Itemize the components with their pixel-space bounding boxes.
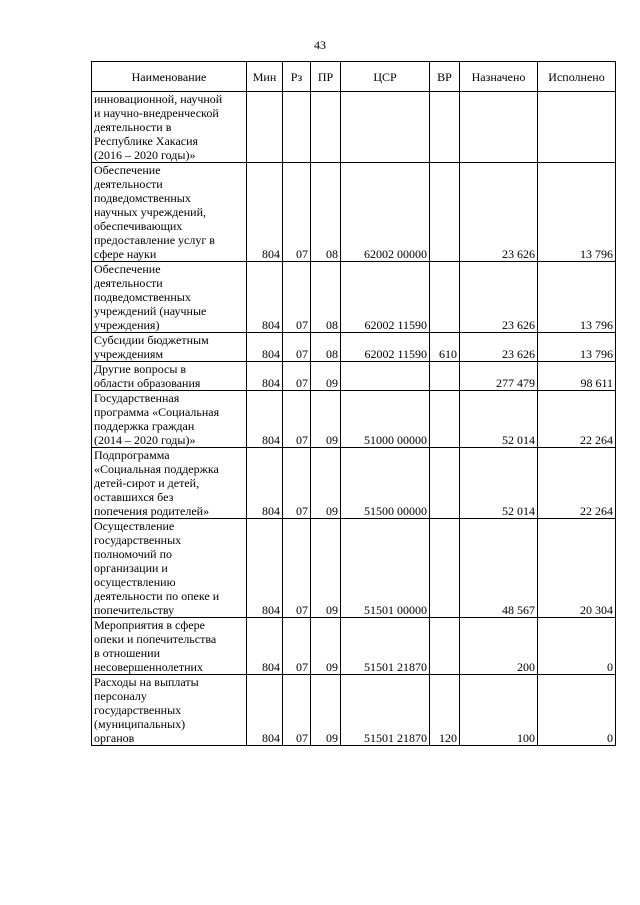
- cell-csr: [341, 362, 430, 391]
- cell-assigned: 52 014: [460, 391, 538, 448]
- cell-name: Расходы на выплаты персоналу государственных (муниципальных) органов: [92, 675, 247, 746]
- cell-vr: [430, 92, 460, 163]
- cell-executed: 13 796: [538, 163, 616, 262]
- table-row: [92, 362, 616, 391]
- cell-name: инновационной, научной и научно-внедренческой деятельности в Республике Хакасия (2016 – 2020 годы)»: [92, 92, 247, 163]
- table-row: [92, 333, 616, 362]
- cell-rz: 07: [283, 519, 311, 618]
- cell-csr: 51501 00000: [341, 519, 430, 618]
- cell-min: 804: [247, 618, 283, 675]
- cell-csr: [341, 92, 430, 163]
- table-row: [92, 675, 616, 746]
- cell-assigned: 52 014: [460, 448, 538, 519]
- table-row: [92, 519, 616, 618]
- table-row: [92, 262, 616, 333]
- cell-name: Другие вопросы в области образования: [92, 362, 247, 391]
- cell-vr: 610: [430, 333, 460, 362]
- cell-min: 804: [247, 391, 283, 448]
- cell-pr: 09: [311, 448, 341, 519]
- cell-csr: 51501 21870: [341, 618, 430, 675]
- cell-rz: 07: [283, 333, 311, 362]
- cell-pr: 08: [311, 333, 341, 362]
- cell-vr: [430, 391, 460, 448]
- cell-min: 804: [247, 448, 283, 519]
- cell-rz: 07: [283, 163, 311, 262]
- cell-vr: [430, 262, 460, 333]
- cell-executed: 22 264: [538, 448, 616, 519]
- cell-pr: 09: [311, 519, 341, 618]
- header-vr: ВР: [430, 62, 460, 92]
- cell-vr: [430, 362, 460, 391]
- cell-min: 804: [247, 163, 283, 262]
- cell-rz: [283, 92, 311, 163]
- cell-assigned: 23 626: [460, 333, 538, 362]
- cell-vr: [430, 448, 460, 519]
- table-row: [92, 163, 616, 262]
- cell-name: Субсидии бюджетным учреждениям: [92, 333, 247, 362]
- header-name: Наименование: [92, 62, 247, 92]
- cell-vr: 120: [430, 675, 460, 746]
- cell-min: 804: [247, 262, 283, 333]
- cell-assigned: 200: [460, 618, 538, 675]
- cell-csr: 51000 00000: [341, 391, 430, 448]
- cell-pr: 09: [311, 675, 341, 746]
- cell-min: 804: [247, 675, 283, 746]
- cell-assigned: 23 626: [460, 163, 538, 262]
- cell-assigned: 23 626: [460, 262, 538, 333]
- header-rz: Рз: [283, 62, 311, 92]
- cell-min: 804: [247, 519, 283, 618]
- cell-name: Государственная программа «Социальная поддержка граждан (2014 – 2020 годы)»: [92, 391, 247, 448]
- table-row: [92, 448, 616, 519]
- cell-name: Подпрограмма «Социальная поддержка детей-сирот и детей, оставшихся без попечения родителей»: [92, 448, 247, 519]
- cell-vr: [430, 618, 460, 675]
- cell-executed: 0: [538, 675, 616, 746]
- cell-executed: 22 264: [538, 391, 616, 448]
- cell-pr: 08: [311, 262, 341, 333]
- cell-assigned: 277 479: [460, 362, 538, 391]
- table-row: [92, 618, 616, 675]
- cell-pr: 09: [311, 362, 341, 391]
- cell-executed: 20 304: [538, 519, 616, 618]
- header-csr: ЦСР: [341, 62, 430, 92]
- cell-min: [247, 92, 283, 163]
- cell-executed: 13 796: [538, 262, 616, 333]
- cell-pr: [311, 92, 341, 163]
- cell-assigned: 48 567: [460, 519, 538, 618]
- header-executed: Исполнено: [538, 62, 616, 92]
- budget-table: [91, 61, 616, 746]
- cell-name: Обеспечение деятельности подведомственных научных учреждений, обеспечивающих предоставление услуг в сфере науки: [92, 163, 247, 262]
- cell-pr: 09: [311, 391, 341, 448]
- cell-rz: 07: [283, 675, 311, 746]
- page-number: 43: [314, 38, 326, 52]
- cell-rz: 07: [283, 262, 311, 333]
- cell-name: Обеспечение деятельности подведомственных учреждений (научные учреждения): [92, 262, 247, 333]
- cell-rz: 07: [283, 362, 311, 391]
- cell-executed: 98 611: [538, 362, 616, 391]
- cell-csr: 51501 21870: [341, 675, 430, 746]
- cell-min: 804: [247, 362, 283, 391]
- cell-assigned: [460, 92, 538, 163]
- cell-executed: 13 796: [538, 333, 616, 362]
- cell-executed: [538, 92, 616, 163]
- cell-csr: 62002 11590: [341, 262, 430, 333]
- cell-csr: 62002 00000: [341, 163, 430, 262]
- cell-min: 804: [247, 333, 283, 362]
- cell-vr: [430, 519, 460, 618]
- header-pr: ПР: [311, 62, 341, 92]
- cell-rz: 07: [283, 391, 311, 448]
- cell-name: Мероприятия в сфере опеки и попечительства в отношении несовершеннолетних: [92, 618, 247, 675]
- cell-csr: 62002 11590: [341, 333, 430, 362]
- cell-name: Осуществление государственных полномочий по организации и осуществлению деятельности по опеке и попечительству: [92, 519, 247, 618]
- cell-executed: 0: [538, 618, 616, 675]
- cell-vr: [430, 163, 460, 262]
- header-min: Мин: [247, 62, 283, 92]
- cell-rz: 07: [283, 448, 311, 519]
- header-assigned: Назначено: [460, 62, 538, 92]
- cell-pr: 08: [311, 163, 341, 262]
- cell-csr: 51500 00000: [341, 448, 430, 519]
- cell-assigned: 100: [460, 675, 538, 746]
- cell-pr: 09: [311, 618, 341, 675]
- table-header-row: [92, 62, 616, 92]
- table-row: [92, 92, 616, 163]
- cell-rz: 07: [283, 618, 311, 675]
- table-row: [92, 391, 616, 448]
